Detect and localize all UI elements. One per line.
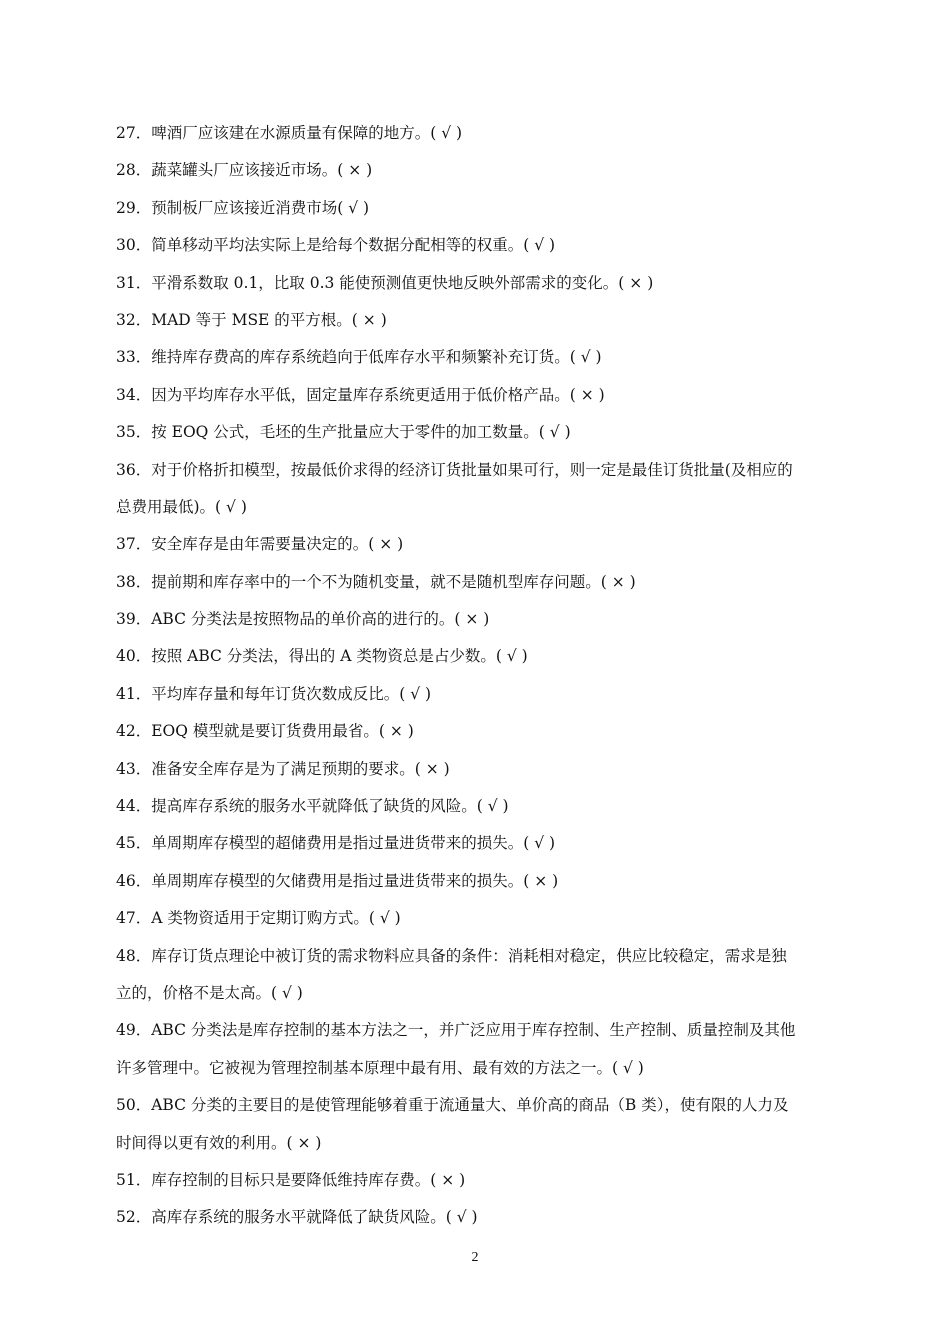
list-item: 30．简单移动平均法实际上是给每个数据分配相等的权重。( √ ) (116, 236, 556, 255)
list-item: 38．提前期和库存率中的一个不为随机变量，就不是随机型库存问题。( × ) (116, 572, 636, 591)
question-list (116, 119, 838, 1241)
list-item: 28．蔬菜罐头厂应该接近市场。( × ) (116, 161, 373, 180)
list-item: 35．按 EOQ 公式，毛坯的生产批量应大于零件的加工数量。( √ ) (116, 423, 571, 442)
list-item-continuation: 立的，价格不是太高。( √ ) (116, 983, 303, 1002)
list-item: 47．A 类物资适用于定期订购方式。( √ ) (116, 909, 401, 928)
list-item: 51．库存控制的目标只是要降低维持库存费。( × ) (116, 1170, 466, 1189)
list-item: 50．ABC 分类的主要目的是使管理能够着重于流通量大、单价高的商品（B 类），使有限的人力及 (116, 1096, 789, 1115)
list-item: 34．因为平均库存水平低，固定量库存系统更适用于低价格产品。( × ) (116, 385, 605, 404)
list-item: 48．库存订货点理论中被订货的需求物料应具备的条件：消耗相对稳定，供应比较稳定，需求是独 (116, 946, 787, 965)
list-item: 44．提高库存系统的服务水平就降低了缺货的风险。( √ ) (116, 797, 509, 816)
list-item: 41．平均库存量和每年订货次数成反比。( √ ) (116, 684, 432, 703)
list-item: 52．高库存系统的服务水平就降低了缺货风险。( √ ) (116, 1208, 478, 1227)
list-item: 43．准备安全库存是为了满足预期的要求。( × ) (116, 759, 450, 778)
list-item: 36．对于价格折扣模型，按最低价求得的经济订货批量如果可行，则一定是最佳订货批量(及相应的 (116, 460, 793, 479)
list-item: 27．啤酒厂应该建在水源质量有保障的地方。( √ ) (116, 124, 463, 142)
list-item-continuation: 许多管理中。它被视为管理控制基本原理中最有用、最有效的方法之一。( √ ) (116, 1058, 644, 1077)
list-item: 42．EOQ 模型就是要订货费用最省。( × ) (116, 722, 414, 741)
list-item-continuation: 时间得以更有效的利用。( × ) (116, 1133, 322, 1152)
list-item: 32．MAD 等于 MSE 的平方根。( × ) (116, 310, 387, 329)
list-item: 46．单周期库存模型的欠储费用是指过量进货带来的损失。( × ) (116, 871, 559, 890)
list-item: 37．安全库存是由年需要量决定的。( × ) (116, 535, 404, 554)
list-item-continuation: 总费用最低)。( √ ) (116, 497, 247, 516)
list-item: 49．ABC 分类法是库存控制的基本方法之一，并广泛应用于库存控制、生产控制、质量控制及其他 (116, 1021, 796, 1040)
list-item: 31．平滑系数取 0.1，比取 0.3 能使预测值更快地反映外部需求的变化。( × ) (116, 273, 654, 292)
list-item: 33．维持库存费高的库存系统趋向于低库存水平和频繁补充订货。( √ ) (116, 348, 602, 367)
list-item: 40．按照 ABC 分类法，得出的 A 类物资总是占少数。( √ ) (116, 647, 528, 666)
list-item: 45．单周期库存模型的超储费用是指过量进货带来的损失。( √ ) (116, 834, 556, 853)
list-item: 29．预制板厂应该接近消费市场( √ ) (116, 198, 370, 217)
page-number: 2 (471, 1250, 479, 1265)
list-item: 39．ABC 分类法是按照物品的单价高的进行的。( × ) (116, 610, 490, 629)
